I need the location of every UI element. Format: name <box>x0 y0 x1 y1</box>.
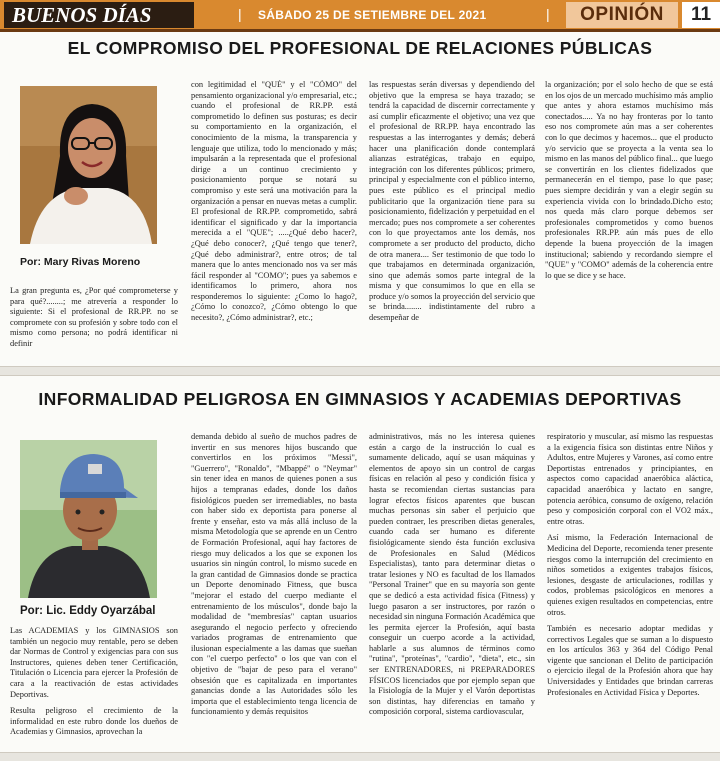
section-title: BUENOS DÍAS <box>4 2 194 28</box>
article-2-lead-p2: Resulta peligroso el crecimiento de la informalidad en este rubro donde los dueños de Academias y Gimnasios, aprovechan la <box>10 706 178 737</box>
article-1-byline: Por: Mary Rivas Moreno <box>20 256 141 268</box>
article-1-lead <box>10 286 178 356</box>
article-2-col3-p2: Así mismo, la Federación Internacional de Medicina del Deporte, recomienda tener presente riesgos como la interrupción del crecimiento en niños sometidos a exigentes trabajos físicos, lesiones, desgaste de articulaciones, rodillas y codos, problemas psicológicos en menores a quienes exigen resultados en competencias, entre otros. <box>547 533 713 617</box>
article-2-column-2 <box>369 432 535 750</box>
article-2-column-1 <box>191 432 357 750</box>
article-2-lead <box>10 626 178 750</box>
article-1-col1-text: con legitimidad el "QUÉ" y el "CÓMO" del pensamiento organizacional y/o empresarial, etc.; cuando el profesional de RR.PP. está comprometido lo definen sus posturas; es decir su comportamiento en la organización, el conocimiento de la misma, la transparencia y lenguaje que utiliza, todo lo mencionado y más; impulsarán a la representada que el profesional dirige a un continuo crecimiento y posicionamiento porque se notará su compromiso y este será una motivación para la organización a pensar en nuevas metas a cumplir. El profesional de RR.PP. comprometido, sabrá identificar el significado y dar la importancia merecida a el "QUE"; .....¿Qué debo hacer?, ¿Qué debo conocer?, ¿Qué tengo que tener?, ¿Qué debo administrar?, entre otros; de tal manera que lo antes mencionado nos va ser más fácil responder al "COMO"; pues ya sabemos e identificamos lo primero, ahora nos responderemos lo siguiente: ¿Como lo hago?, ¿Cómo lo conozco?, ¿Cómo obtengo lo que necesito?, ¿Cómo administrar?, etc.; <box>191 80 357 323</box>
article-1-col2-text: las respuestas serán diversas y dependiendo del objetivo que la empresa se haya trazado; se tendrá la capacidad de discernir correctamente y así cumplir eficazmente el objetivo; una vez que el profesional de RR.PP. haya encontrado las respuestas a las interrogantes y demás; deberá hacer una planificación donde contemplará alianzas estratégicas, trabajo en equipo, integración con los diferentes públicos; primero, principal y especialmente con el público interno, pues este público es el principal medio publicitario que la organización tiene para su posicionamiento, fidelización y perpetuidad en el mercado; pues nos compromete a ser coherentes con lo que proyectamos ante los demás, nos compromete a ser producto del producto, dicho de otra manera.... Ser testimonio de que todo lo que trabajamos en determinada organización, sino que además somos parte integral de la misma y que consumimos lo que en ella se produce y/o somos la proyección del servicio que se brinda........ indistintamente del rubro a desempeñar de <box>369 80 535 323</box>
separator: | <box>238 6 242 22</box>
article-1-col3-text: la organización; por el solo hecho de que se está en los ojos de un mercado muchísimo más amplio que antes y ahora estamos muchísimo más conectados..... Ya no hay fronteras por lo tanto eso nos compromete aún mas a ser coherentes con lo que decimos y hacemos... que el producto y/o servicio que se proyecta a la venta sea lo mismo en las manos del público final... que luego se convertirán en los clientes fidelizados que permanecerán en el tiempo, pase lo que pase; pues siempre decidirán y van a elegir según su experiencia vivida con lo brindado.Dicho esto; nos queda más claro porque debemos ser profesionales comprometidos y como buenos profesionales RR.PP. aún más pues de ello depende la buena proyección de la imagen institucional; sabiendo y recordando siempre el "QUE" y "COMO" además de la coherencia entre lo que se dice y se hace. <box>545 80 713 280</box>
author-photo <box>20 86 157 244</box>
article-2-column-3 <box>547 432 713 750</box>
masthead <box>0 0 720 32</box>
article-1-column-3 <box>545 80 713 356</box>
article-2-col3-p1: respiratorio y muscular, así mismo las respuestas a la exigencia física son distintas entre Niños y Adultos, entre Mujeres y Varones, así como entre Deportistas entrenados y principiantes, en aspectos como capacidad anaeróbica aláctica, capacidad anaeróbica y lactato en sangre, potencia aeróbica, consumo de oxígeno, relación peso y composición corporal con el VO2 máx., entre otras. <box>547 432 713 526</box>
author-photo <box>20 440 157 598</box>
article-1-column-2 <box>369 80 535 356</box>
article-2-col3-p3: También es necesario adoptar medidas y correctivos Legales que se suman a lo dispuesto en los artículos 363 y 364 del Código Penal vigente que sancionan el Delito de participación o ejercicio ilegal de la Profesión ahora que hay Universidades y Entidades que brindan carreras Profesionales en Actividad Física y Deportes. <box>547 624 713 697</box>
article-1-column-1 <box>191 80 357 356</box>
article-2-headline: INFORMALIDAD PELIGROSA EN GIMNASIOS Y ACADEMIAS DEPORTIVAS <box>38 389 682 409</box>
bottom-edge <box>0 752 720 761</box>
section-divider <box>0 366 720 376</box>
article-1-headline: EL COMPROMISO DEL PROFESIONAL DE RELACIONES PÚBLICAS <box>67 38 653 58</box>
page-number: 11 <box>682 2 720 28</box>
article-2-lead-p1: Las ACADEMIAS y los GIMNASIOS son también un negocio muy rentable, pero se deben dar Normas de Control y exigencias para con sus Instructores, quienes deben tener Certificación, Titulación o Licencia para ejercer la Profesión de cara a la reactivación de estas actividades Deportivas. <box>10 626 178 699</box>
separator: | <box>546 6 550 22</box>
article-1-lead-text: La gran pregunta es, ¿Por qué comprometerse y para qué?........; me atrevería a responder lo siguiente: Si el profesional de RR.PP. no se compromete con su profesión y sobre todo con el mismo como persona; no podrá identificar ni definir <box>10 286 178 348</box>
article-2-col1-text: demanda debido al sueño de muchos padres de invertir en sus menores hijos buscando que convertirlos en los próximos "Messi", "Guerrero", "Ronaldo", "Mbappé" o "Neymar" sin tener idea en manos de quienes ponen a sus hijos a tempranas edades, donde los daños fisiológicos pueden ser irremediables, no basta con haber sido ex deportista para ponerse al frente y enseñar, esto va más allá incluso de la misma Metodología que se aprende en un Centro de Formación Profesional, aquí hay factores de riesgo muy delicados a los que se exponen los usuarios sin ningún control, lo mismo sucede en la gran cantidad de Gimnasios donde se practica un Deporte denominado Fitness, que busca "mejorar el estado del cuerpo mediante el entrenamiento de los músculos", donde bajo la modalidad de "membresías" captan usuarios asegurando el negocio perfecto y ofreciendo variados programas de entrenamiento que ilusionan especialmente a las damas que sueñan con "el cuerpo perfecto" o los que van con el objetivo de "bajar de peso para el verano" obsesión que es capitalizada en importantes ganancias donde a las Autoridades sólo les importa que el establecimiento tenga licencia de funcionamiento y demás requisitos <box>191 432 357 717</box>
article-2-byline: Por: Lic. Eddy Oyarzábal <box>20 605 156 617</box>
issue-date: SÁBADO 25 DE SETIEMBRE DEL 2021 <box>258 8 487 22</box>
article-2-col2-text: administrativos, más no les interesa quienes están a cargo de la instrucción lo cual es sumamente delicado, aquí se usan máquinas y elementos de apoyo sin un control de cargas físicas en relación al peso y condición física y hasta se recomiendan ciertas sustancias para lograr efectos físicos aparentes que buscan muchas personas sin saber el perjuicio que pueden contraer, les prescriben dietas generales, cuando cada ser humano es diferente fisiológicamente siendo ésta función exclusiva de Profesionales en Salud (Médicos Especialistas), tanto para determinar dietas o tratar lesiones y NO es facultad de los llamados "Personal Trainer" que en su mayoría son gente que se dedicó a esta actividad física (Fitness) y luego pasaron a ser instructores, por razón o necesidad sin ninguna Formación Académica que les permita ejercer la Profesión, aquí basta conseguir un cuerpo acorde a la actividad, hablarle a sus alumnos de términos como "rutina", "proteínas", "cardio", "dieta", etc., sin ser ENTRENADORES, ni PREPARADORES FÍSICOS licenciados que por ejemplo sepan que la Fisiología de la Mujer y el Varón deportistas son distintas, hay diferencias en tamaño y composición corporal, sistema cardiovascular, <box>369 432 535 717</box>
category-label: OPINIÓN <box>566 2 678 28</box>
